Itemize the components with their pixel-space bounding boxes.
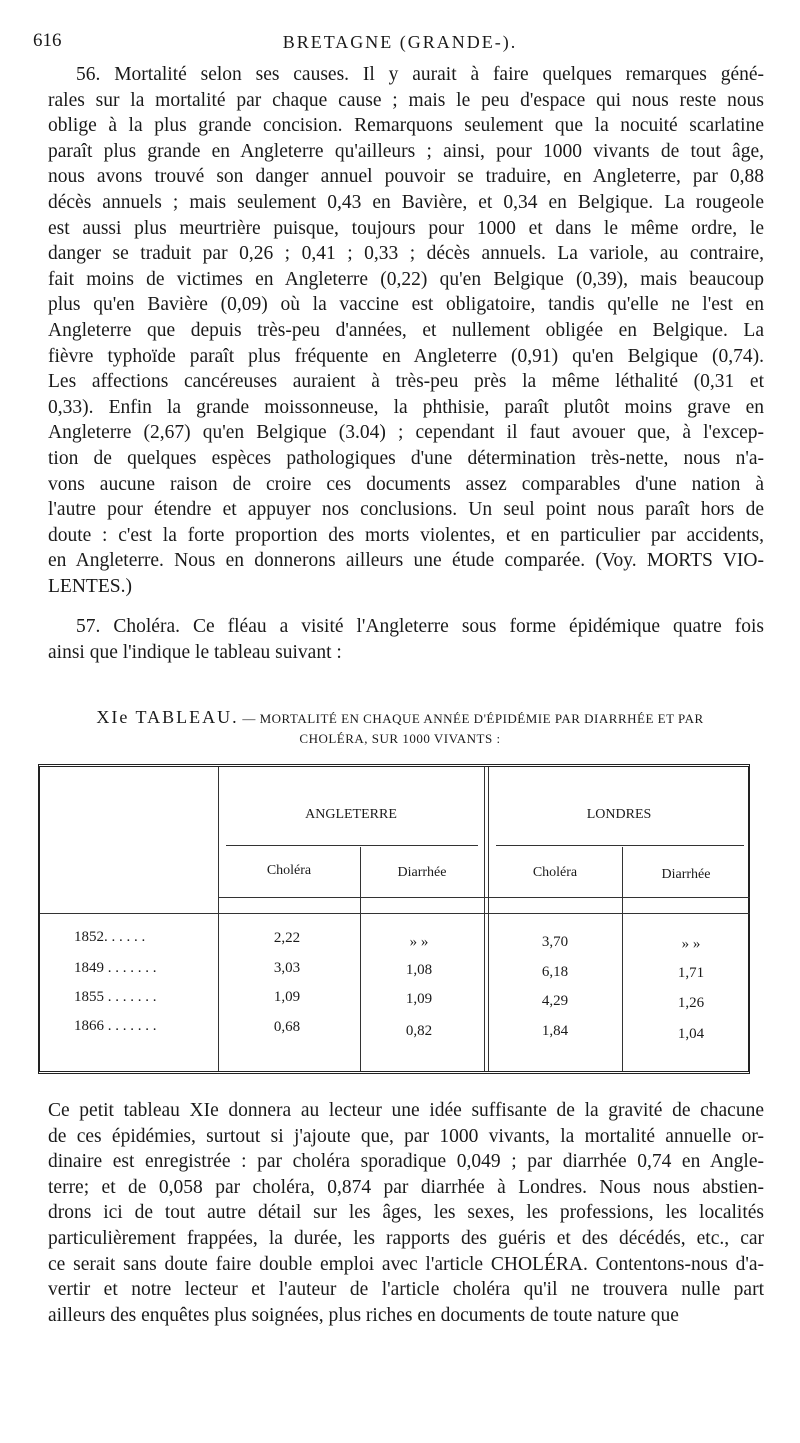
page-header bbox=[0, 30, 800, 60]
text-line: décès annuels ; mais seulement 0,43 en Bavière, et 0,34 en Belgique. La rougeole bbox=[48, 191, 764, 213]
row-value: 1,08 bbox=[405, 962, 433, 978]
text-line: vons aucune raison de croire ces documents assez comparables d'une nation à bbox=[48, 473, 764, 495]
table-title-text: — MORTALITÉ EN CHAQUE ANNÉE D'ÉPIDÉMIE PAR DIARRHÉE ET PAR bbox=[242, 711, 704, 726]
londres-brace bbox=[496, 845, 744, 846]
col-header-cholera-londres: Choléra bbox=[532, 865, 578, 880]
text-line: plus qu'en Bavière (0,09) où la vaccine est obligatoire, tandis qu'elle ne l'est en bbox=[48, 294, 764, 316]
row-value: 3,70 bbox=[541, 934, 569, 950]
table-subtitle: CHOLÉRA, SUR 1000 VIVANTS : bbox=[299, 731, 501, 746]
row-value: 0,82 bbox=[405, 1023, 433, 1039]
table-title bbox=[40, 705, 760, 731]
row-value: 2,22 bbox=[273, 930, 301, 946]
col-header-cholera-angleterre: Choléra bbox=[266, 863, 312, 878]
text-line: Angleterre que depuis très-peu d'années, et nullement obligée en Belgique. La bbox=[48, 319, 764, 341]
text-line: 57. Choléra. Ce fléau a visité l'Angleterre sous forme épidémique quatre fois bbox=[76, 616, 764, 637]
row-value: 1,09 bbox=[273, 989, 301, 1005]
body-rule bbox=[40, 913, 750, 914]
text-line: vertir et notre lecteur et l'auteur de l'article choléra qu'il ne trouvera nulle part bbox=[48, 1279, 764, 1301]
cholera-table bbox=[38, 764, 750, 1074]
row-value: 3,03 bbox=[273, 960, 301, 976]
text-line: Les affections cancéreuses auraient à très-peu près la même léthalité (0,31 et bbox=[48, 371, 764, 393]
text-line: terre; et de 0,058 par choléra, 0,874 par diarrhée à Londres. Nous nous abstien- bbox=[48, 1176, 764, 1198]
row-value: 1,84 bbox=[541, 1023, 569, 1039]
text-line: oblige à la plus grande concision. Remarquons seulement que la nocuité scarlatine bbox=[48, 115, 764, 137]
text-line: en Angleterre. Nous en donnerons ailleurs une étude comparée. (Voy. MORTS VIO- bbox=[48, 550, 764, 572]
text-line: paraît plus grande en Angleterre qu'ailleurs ; ainsi, pour 1000 vivants de tout âge, bbox=[48, 140, 764, 162]
group-header-angleterre: ANGLETERRE bbox=[305, 807, 397, 822]
text-line: ce serait sans doute faire double emploi avec l'article CHOLÉRA. Contentons-nous d'a- bbox=[48, 1253, 764, 1275]
text-line: particulièrement frappées, la durée, les rapports des guéris et des décédés, etc., car bbox=[48, 1227, 764, 1249]
row-year: 1866 . . . . . . . bbox=[74, 1018, 157, 1034]
closing-paragraph bbox=[48, 1098, 764, 1328]
row-value: 1,26 bbox=[677, 995, 705, 1011]
col-header-diarrhee-angleterre: Diarrhée bbox=[397, 865, 447, 880]
row-value: » » bbox=[409, 934, 429, 950]
text-line: dinaire est enregistrée : par choléra sporadique 0,049 ; par diarrhée 0,74 en Angle- bbox=[48, 1151, 764, 1173]
table-number: XIe TABLEAU. bbox=[96, 707, 239, 727]
row-value: 4,29 bbox=[541, 993, 569, 1009]
section-56-paragraph bbox=[48, 62, 764, 599]
text-line: drons ici de tout autre détail sur les âges, les sexes, les professions, les localités bbox=[48, 1202, 764, 1224]
text-line: ainsi que l'indique le tableau suivant : bbox=[48, 641, 342, 663]
text-line: de ces épidémies, surtout si j'ajoute que, par 1000 vivants, la mortalité annuelle or- bbox=[48, 1125, 764, 1147]
text-line: est aussi plus meurtrière puisque, toujours pour 1000 et dans le même ordre, le bbox=[48, 217, 764, 239]
text-line: danger se traduit par 0,26 ; 0,41 ; 0,33 ; décès annuels. La variole, au contraire, bbox=[48, 243, 764, 265]
text-line: 0,33). Enfin la grande moissonneuse, la phthisie, paraît plutôt moins grave en bbox=[48, 396, 764, 418]
row-value: 6,18 bbox=[541, 964, 569, 980]
group-header-londres: LONDRES bbox=[586, 807, 652, 822]
text-line: Ce petit tableau XIe donnera au lecteur une idée suffisante de la gravité de chacune bbox=[48, 1100, 764, 1121]
row-value: 1,09 bbox=[405, 991, 433, 1007]
text-line: Angleterre (2,67) qu'en Belgique (3.04) ; cependant il faut avouer que, à l'excep- bbox=[48, 422, 764, 444]
text-line: fait moins de victimes en Angleterre (0,22) qu'en Belgique (0,39), mais beaucoup bbox=[48, 268, 764, 290]
col-header-diarrhee-londres: Diarrhée bbox=[661, 867, 711, 882]
text-line: ailleurs des enquêtes plus soignées, plus riches en documents de toute nature que bbox=[48, 1304, 679, 1326]
row-value: 1,71 bbox=[677, 965, 705, 981]
running-title: BRETAGNE (GRANDE-). bbox=[282, 32, 518, 52]
section-57-paragraph bbox=[48, 614, 764, 665]
text-line: l'autre pour étendre et appuyer nos conclusions. Un seul point nous paraît hors de bbox=[48, 499, 764, 521]
text-line: nous avons trouvé son danger annuel pouvoir se traduire, en Angleterre, par 0,88 bbox=[48, 166, 764, 188]
text-line: rales sur la mortalité par chaque cause ; mais le peu d'espace qui nous reste nous bbox=[48, 89, 764, 111]
text-line: fièvre typhoïde paraît plus fréquente en Angleterre (0,91) qu'en Belgique (0,74). bbox=[48, 345, 764, 367]
text-line: doute : c'est la forte proportion des morts violentes, et en particulier par accidents, bbox=[48, 524, 764, 546]
row-value: » » bbox=[681, 936, 701, 952]
row-year: 1849 . . . . . . . bbox=[74, 960, 157, 976]
text-line: tion de quelques espèces pathologiques d'une détermination très-nette, nous n'a- bbox=[48, 447, 764, 469]
row-value: 0,68 bbox=[273, 1019, 301, 1035]
row-year: 1855 . . . . . . . bbox=[74, 989, 157, 1005]
angleterre-brace bbox=[226, 845, 478, 846]
group-divider-a bbox=[484, 767, 485, 1071]
row-value: 1,04 bbox=[677, 1026, 705, 1042]
text-line: 56. Mortalité selon ses causes. Il y aurait à faire quelques remarques géné- bbox=[76, 64, 764, 85]
row-year: 1852. . . . . . bbox=[74, 929, 146, 945]
page-number: 616 bbox=[33, 30, 62, 51]
text-line: LENTES.) bbox=[48, 575, 132, 597]
header-rule bbox=[218, 897, 750, 898]
